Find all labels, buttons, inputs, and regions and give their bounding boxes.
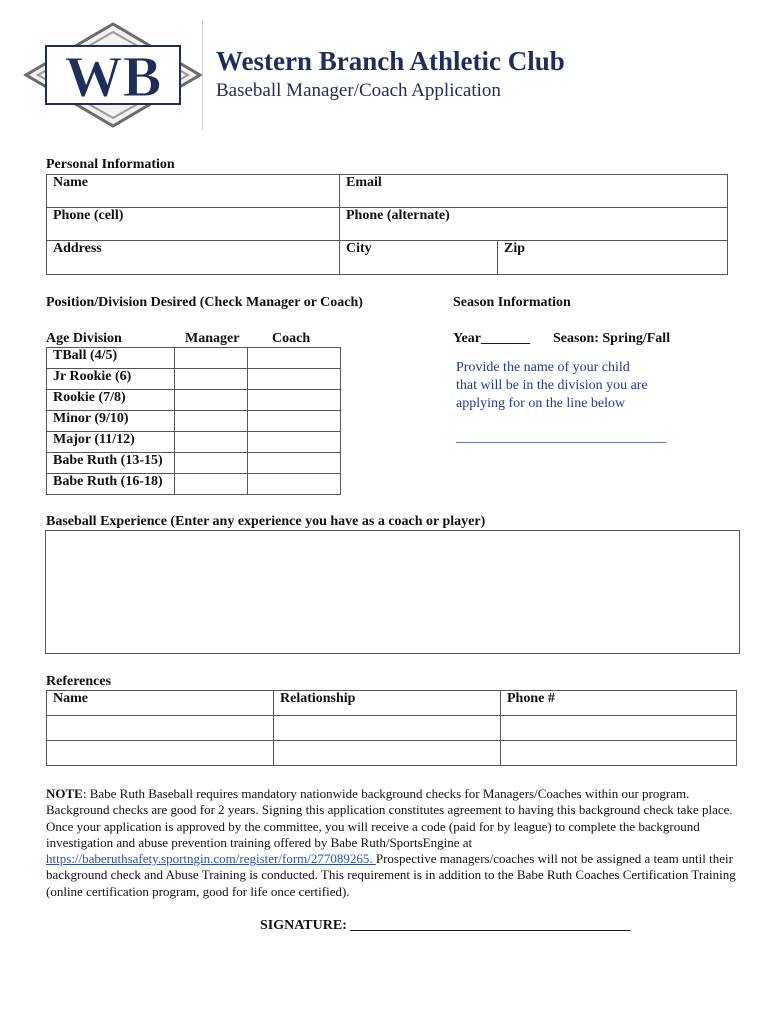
manager-checkbox[interactable] bbox=[175, 474, 248, 495]
col-coach: Coach bbox=[272, 331, 311, 346]
phone-alt-label: Phone (alternate) bbox=[346, 208, 450, 223]
note-label: NOTE bbox=[46, 786, 83, 801]
email-field[interactable] bbox=[340, 175, 728, 208]
note-text-2: Prospective managers/coaches will not be assigned a team until their background check and Abuse Training is conducted. This requirement is in addition to the Babe Ruth Coaches Certification Training (online certification program, good for life once certified). bbox=[46, 851, 736, 899]
division-table bbox=[46, 347, 341, 495]
position-section-label: Position/Division Desired (Check Manager or Coach) bbox=[46, 295, 363, 310]
city-field[interactable] bbox=[340, 241, 498, 275]
ref-col-name: Name bbox=[47, 691, 274, 716]
manager-checkbox[interactable] bbox=[175, 369, 248, 390]
division-label: Babe Ruth (13-15) bbox=[47, 453, 175, 474]
child-name-line[interactable]: ______________________________ bbox=[456, 430, 666, 445]
phone-cell-field[interactable] bbox=[47, 208, 340, 241]
safety-link[interactable]: https://baberuthsafety.sportngin.com/register/form/277089265. bbox=[46, 851, 376, 867]
ref-name-input[interactable] bbox=[47, 741, 274, 766]
coach-checkbox[interactable] bbox=[248, 453, 341, 474]
coach-checkbox[interactable] bbox=[248, 411, 341, 432]
coach-checkbox[interactable] bbox=[248, 474, 341, 495]
ref-col-relationship: Relationship bbox=[274, 691, 501, 716]
year-field[interactable]: Year_______ bbox=[453, 331, 530, 346]
ref-col-phone: Phone # bbox=[501, 691, 737, 716]
manager-checkbox[interactable] bbox=[175, 453, 248, 474]
experience-section-label: Baseball Experience (Enter any experience you have as a coach or player) bbox=[46, 514, 486, 529]
division-label: Minor (9/10) bbox=[47, 411, 175, 432]
ref-relationship-input[interactable] bbox=[274, 716, 501, 741]
references-table bbox=[46, 690, 737, 766]
logo bbox=[22, 20, 204, 130]
logo-text: WB bbox=[64, 44, 162, 109]
division-label: Major (11/12) bbox=[47, 432, 175, 453]
manager-checkbox[interactable] bbox=[175, 411, 248, 432]
ref-relationship-input[interactable] bbox=[274, 741, 501, 766]
child-note-line-3: applying for on the line below bbox=[456, 396, 626, 411]
coach-checkbox[interactable] bbox=[248, 348, 341, 369]
coach-checkbox[interactable] bbox=[248, 369, 341, 390]
note-paragraph bbox=[46, 786, 738, 900]
address-label: Address bbox=[53, 241, 102, 256]
phone-alt-field[interactable] bbox=[340, 208, 728, 241]
season-section-label: Season Information bbox=[453, 295, 571, 310]
address-field[interactable] bbox=[47, 241, 340, 275]
name-label: Name bbox=[53, 175, 88, 190]
experience-textarea[interactable] bbox=[45, 530, 740, 654]
name-field[interactable] bbox=[47, 175, 340, 208]
division-label: Babe Ruth (16-18) bbox=[47, 474, 175, 495]
coach-checkbox[interactable] bbox=[248, 390, 341, 411]
child-note-line-1: Provide the name of your child bbox=[456, 360, 630, 375]
zip-label: Zip bbox=[504, 241, 526, 256]
note-text-1: : Babe Ruth Baseball requires mandatory nationwide background checks for Managers/Coaches within our program. Background checks are good for 2 years. Signing this application constitutes agreement to having this background check take place. Once your application is approved by the committee, you will receive a code (paid for by league) to complete the background investigation and abuse prevention training offered by Babe Ruth/SportsEngine at bbox=[46, 786, 733, 850]
signature-line[interactable]: ________________________________________ bbox=[350, 918, 631, 933]
personal-section-label: Personal Information bbox=[46, 157, 175, 172]
page-subtitle: Baseball Manager/Coach Application bbox=[216, 80, 501, 101]
personal-info-table bbox=[46, 174, 728, 275]
ref-phone-input[interactable] bbox=[501, 741, 737, 766]
season-label: Season: Spring/Fall bbox=[553, 331, 671, 346]
coach-checkbox[interactable] bbox=[248, 432, 341, 453]
manager-checkbox[interactable] bbox=[175, 348, 248, 369]
signature-label: SIGNATURE: bbox=[260, 918, 351, 933]
signature-block bbox=[260, 918, 630, 934]
email-label: Email bbox=[346, 175, 382, 190]
ref-phone-input[interactable] bbox=[501, 716, 737, 741]
zip-field[interactable] bbox=[498, 241, 728, 275]
ref-name-input[interactable] bbox=[47, 716, 274, 741]
page-title: Western Branch Athletic Club bbox=[216, 46, 565, 76]
wb-logo-graphic bbox=[22, 20, 204, 130]
references-section-label: References bbox=[46, 674, 112, 689]
manager-checkbox[interactable] bbox=[175, 390, 248, 411]
division-label: Jr Rookie (6) bbox=[47, 369, 175, 390]
division-label: Rookie (7/8) bbox=[47, 390, 175, 411]
phone-cell-label: Phone (cell) bbox=[53, 208, 124, 223]
manager-checkbox[interactable] bbox=[175, 432, 248, 453]
division-label: TBall (4/5) bbox=[47, 348, 175, 369]
col-age-division: Age Division bbox=[46, 331, 122, 346]
col-manager: Manager bbox=[185, 331, 240, 346]
child-note-line-2: that will be in the division you are bbox=[456, 378, 648, 393]
city-label: City bbox=[346, 241, 372, 256]
